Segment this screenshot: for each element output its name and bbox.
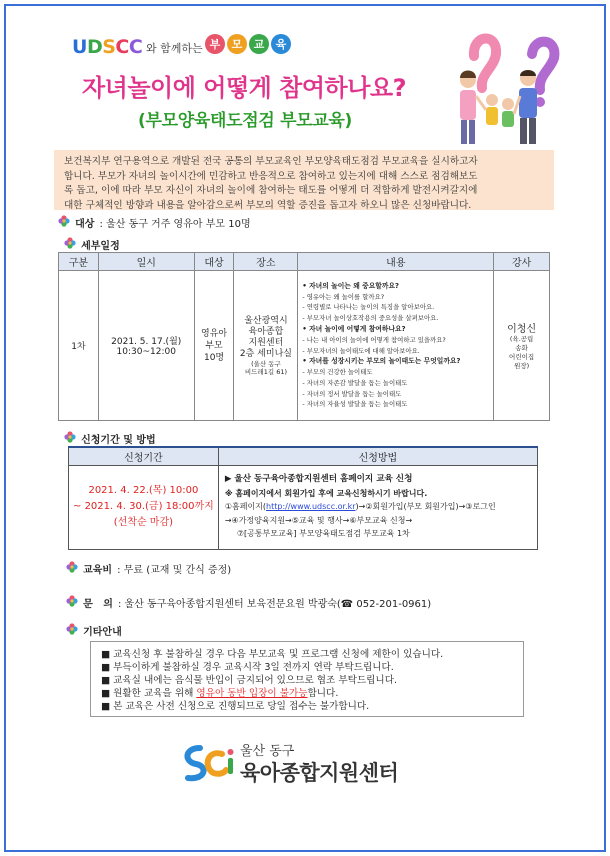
- schedule-table: [58, 252, 550, 421]
- family-illustration-icon: [436, 26, 564, 150]
- circle-2: 모: [227, 34, 247, 54]
- header-cell: 구분: [59, 253, 99, 271]
- list-item: ■ 교육신청 후 불참하실 경우 다음 부모교육 및 프로그램 신청에 제한이 있습니다.: [101, 649, 444, 660]
- flower-icon: [64, 237, 76, 249]
- apply-table: [68, 446, 538, 550]
- intro-line: 합니다. 부모가 자녀의 놀이시간에 민감하고 반응적으로 참여하고 있는지에 대해 스스로 점검해보도: [64, 170, 478, 182]
- header-cell: 일시: [98, 253, 194, 271]
- page-title: 자녀놀이에 어떻게 참여하나요?: [82, 74, 407, 102]
- logo-letters: Sci: [180, 740, 182, 741]
- with-text: 와 함께하는: [146, 42, 203, 55]
- header-cell: 신청방법: [218, 447, 537, 465]
- intro-line: 대한 구체적인 방향과 내용을 알아감으로써 부모의 역할 증진을 돕고자 하오니 많은 신청바랍니다.: [64, 199, 472, 211]
- session-content: • 자녀의 놀이는 왜 중요할까요? - 영유아는 왜 놀이를 할까요? - 연령별로 나타나는 놀이의 특징을 알아보아요. - 부모자녀 놀이상호작용의 중요성을 살펴보아요. • 자녀 놀이에 어떻게 참여하나요? - 나는 내 아이의 놀이에 어떻게 참여하고 있을까요? - 부모자녀의 놀이태도에 대해 알아보아요. • 자녀를 성장시키는 부모의 놀이태도는 무엇일까요? - 부모의 건강한 놀이태도 - 자녀의 자존감 발달을 돕는 놀이태도 - 자녀의 정서 발달을 돕는 놀이태도 - 자녀의 자율성 발달을 돕는 놀이태도: [298, 271, 494, 421]
- header-cell: 강사: [494, 253, 550, 271]
- table-row: [69, 465, 538, 549]
- parent-education-circles: [205, 34, 291, 54]
- intro-line: 보건복지부 연구용역으로 개발된 전국 공통의 부모교육인 부모양육태도점검 부모교육을 실시하고자: [64, 156, 478, 167]
- session-target: 영유아 부모 10명: [194, 271, 234, 421]
- notice-list: [90, 641, 524, 717]
- header-cell: 장소: [234, 253, 298, 271]
- session-place: 울산광역시 육아종합 지원센터 2층 세미나실 (울산 동구 비드래1길 61): [234, 271, 298, 421]
- apply-period: 2021. 4. 22.(목) 10:00 ~ 2021. 4. 30.(금) 18:00까지 (선착순 마감): [69, 465, 219, 549]
- target-value: : 울산 동구 거주 영유아 부모 10명: [99, 219, 251, 230]
- table-header-row: [69, 447, 538, 465]
- flower-icon: [66, 561, 78, 573]
- center-logo-icon: [180, 740, 236, 784]
- header-cell: 신청기간: [69, 447, 219, 465]
- flower-icon: [66, 623, 78, 635]
- table-header-row: [59, 253, 550, 271]
- header-cell: 내용: [298, 253, 494, 271]
- list-item: ■ 본 교육은 사전 신청으로 진행되므로 당일 접수는 불가합니다.: [101, 701, 370, 712]
- flower-icon: [58, 215, 70, 227]
- list-item: ■ 원활한 교육을 위해 영유아 동반 입장이 불가능합니다.: [101, 688, 339, 699]
- table-row: [59, 271, 550, 421]
- intro-line: 록 돕고, 이에 따라 부모 자신이 자녀의 놀이에 참여하는 태도를 어떻게 더 적합하게 발전시켜갈지에: [64, 185, 478, 196]
- intro-box: [54, 150, 554, 210]
- session-datetime: 2021. 5. 17.(월) 10:30~12:00: [98, 271, 194, 421]
- target-row: [58, 212, 251, 231]
- schedule-heading: 세부일정: [64, 234, 120, 253]
- contact-row: 문 의 : 울산 동구육아종합지원센터 보육전문요원 박광숙(☎ 052-201-0961): [66, 592, 431, 611]
- fee-row: 교육비 : 무료 (교재 및 간식 증정): [66, 558, 231, 577]
- brand-logo: UDSCC: [72, 36, 143, 58]
- session-teacher: 이청신 (육.공립 송화 어린이집 원장): [494, 271, 550, 421]
- etc-heading: 기타안내: [66, 620, 122, 639]
- circle-4: 육: [271, 34, 291, 54]
- list-item: ■ 부득이하게 불참하실 경우 교육시작 3일 전까지 연락 부탁드립니다.: [101, 662, 394, 673]
- list-item: ■ 교육실 내에는 음식물 반입이 금지되어 있으므로 협조 부탁드립니다.: [101, 675, 398, 686]
- target-label: 대상: [75, 219, 95, 230]
- flower-icon: [66, 595, 78, 607]
- circle-3: 교: [249, 34, 269, 54]
- header-cell: 대상: [194, 253, 234, 271]
- footer-center-name: 육아종합지원센터: [240, 761, 399, 785]
- homepage-link[interactable]: http://www.udscc.or.kr: [266, 502, 356, 512]
- session-no: 1차: [59, 271, 99, 421]
- apply-heading: 신청기간 및 방법: [64, 428, 156, 447]
- apply-method: ▶ 울산 동구육아종합지원센터 홈페이지 교육 신청 ※ 홈페이지에서 회원가입 후에 교육신청하시기 바랍니다. ①홈페이지(http://www.udscc.or.kr)→②회원가입(부모 회원가입)→③로그인 →④가정양육지원→⑤교육 및 행사→⑥부모교육 신청→ ⑦[공통부모교육] 부모양육태도점검 부모교육 1차: [218, 465, 537, 549]
- footer-region: 울산 동구: [240, 744, 295, 759]
- flower-icon: [64, 431, 76, 443]
- circle-1: 부: [205, 34, 225, 54]
- page-subtitle: (부모양육태도점검 부모교육): [138, 111, 353, 131]
